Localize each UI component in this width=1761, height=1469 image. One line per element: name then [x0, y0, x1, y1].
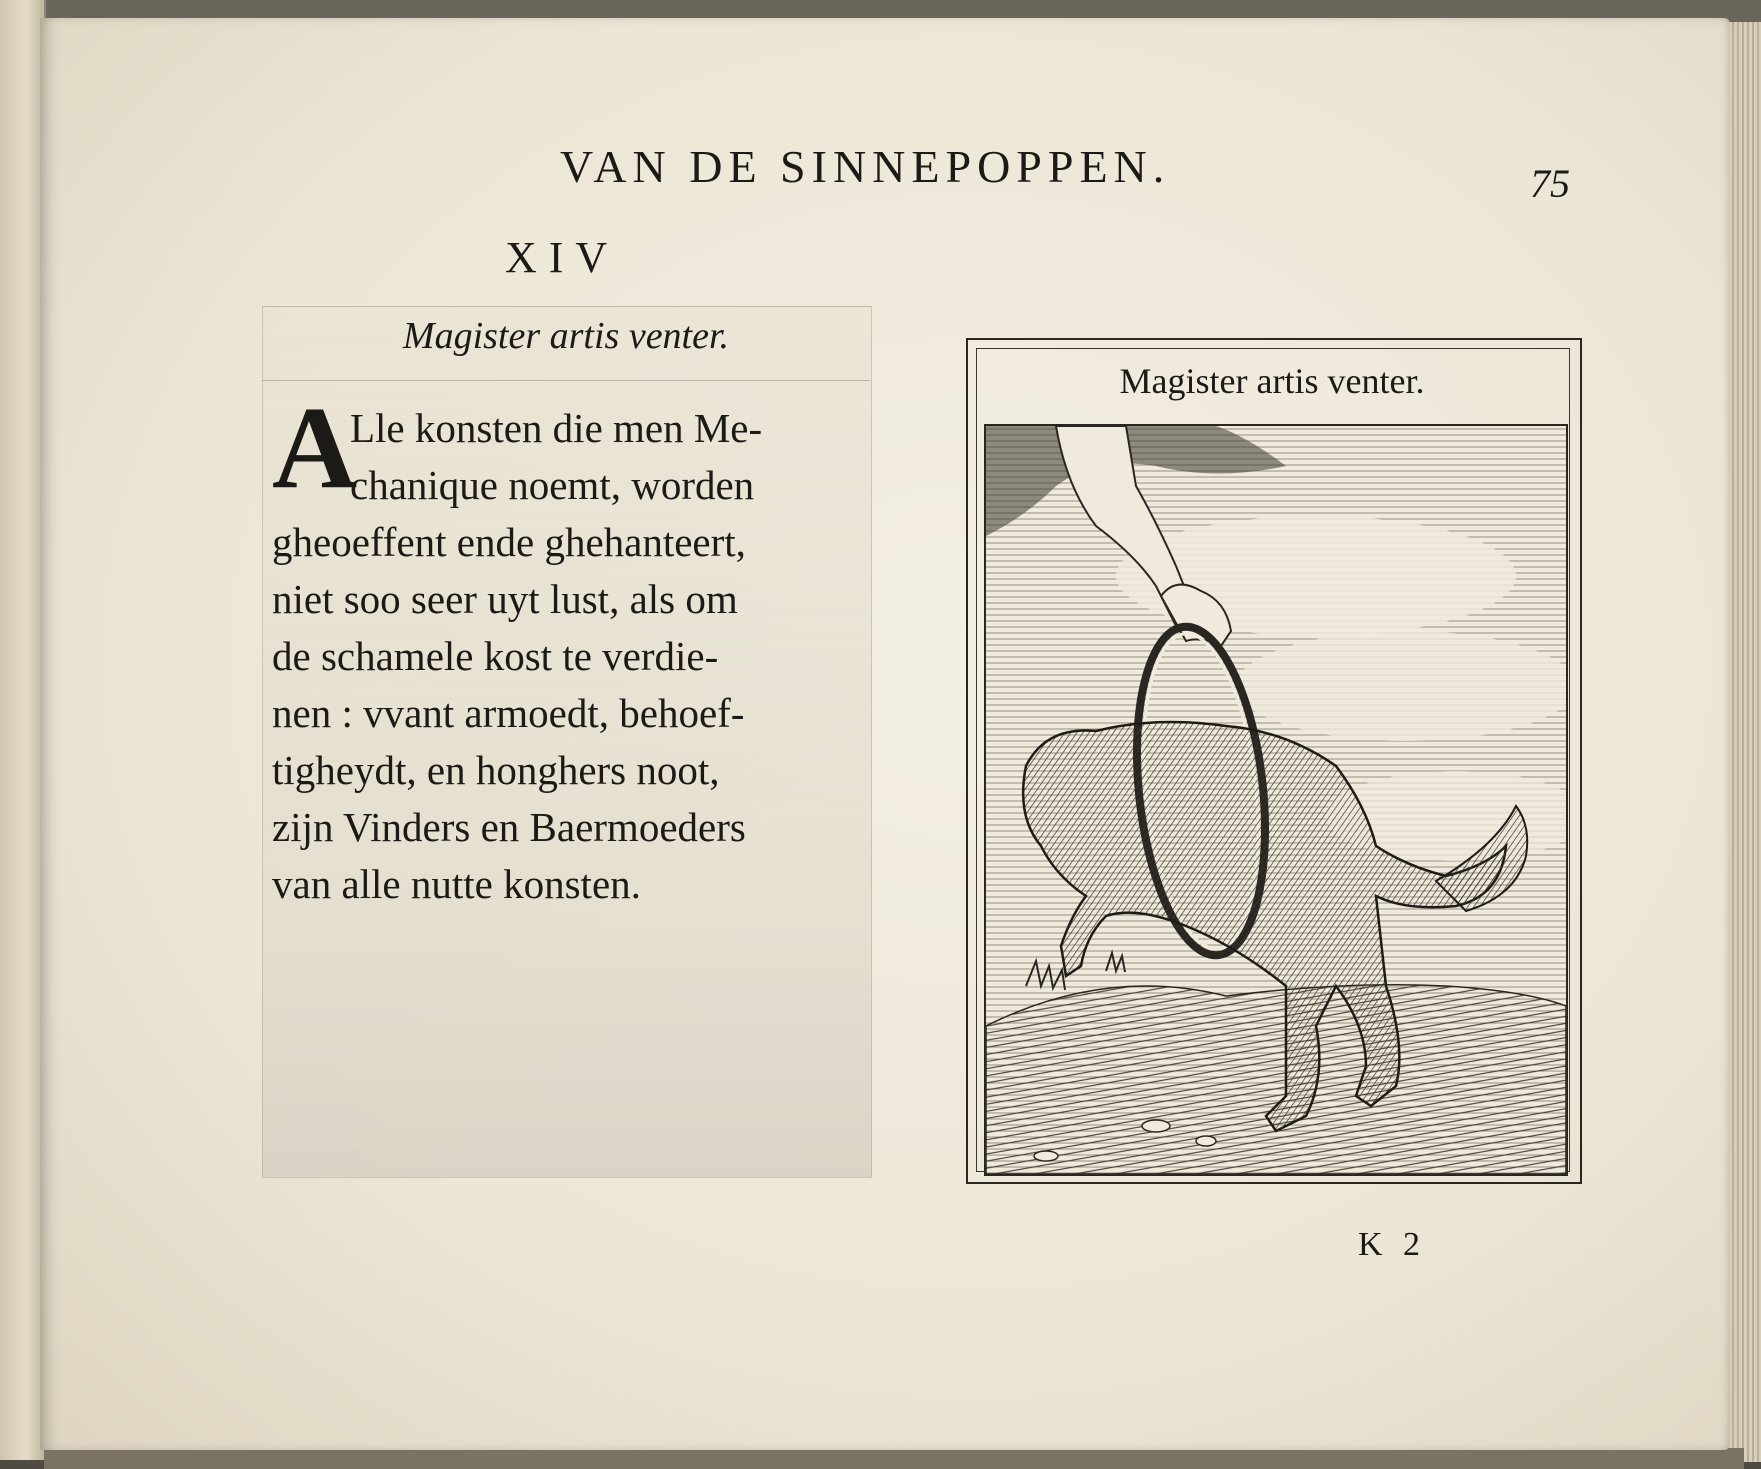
- text-line: zijn Vinders en Baermoeders: [272, 804, 746, 850]
- drop-cap: A: [272, 382, 358, 513]
- emblem-number: XIV: [505, 233, 620, 282]
- engraving-image: [984, 424, 1568, 1176]
- book-bottom-edge: [44, 1448, 1744, 1469]
- text-line: chanique noemt, worden: [350, 462, 755, 508]
- text-line: van alle nutte konsten.: [272, 861, 641, 907]
- motto-right: Magister artis venter.: [1119, 361, 1425, 401]
- text-line: gheoeffent ende ghehanteert,: [272, 519, 746, 565]
- signature-mark: K 2: [1358, 1226, 1427, 1263]
- text-line: niet soo seer uyt lust, als om: [272, 576, 738, 622]
- text-line: nen : vvant armoedt, behoef-: [272, 690, 745, 736]
- right-page-edges: [1728, 22, 1761, 1462]
- motto-left: Magister artis venter.: [402, 315, 730, 357]
- emblem-text: [272, 382, 872, 913]
- dog-hoop-illustration: [986, 426, 1566, 1174]
- text-line: Lle konsten die men Me-: [350, 405, 763, 451]
- page-number: 75: [1530, 161, 1570, 206]
- text-line: tigheydt, en honghers noot,: [272, 747, 720, 793]
- text-line: de schamele kost te verdie-: [272, 633, 719, 679]
- plate-rule: [262, 380, 870, 381]
- running-head: VAN DE SINNEPOPPEN.: [560, 141, 1171, 192]
